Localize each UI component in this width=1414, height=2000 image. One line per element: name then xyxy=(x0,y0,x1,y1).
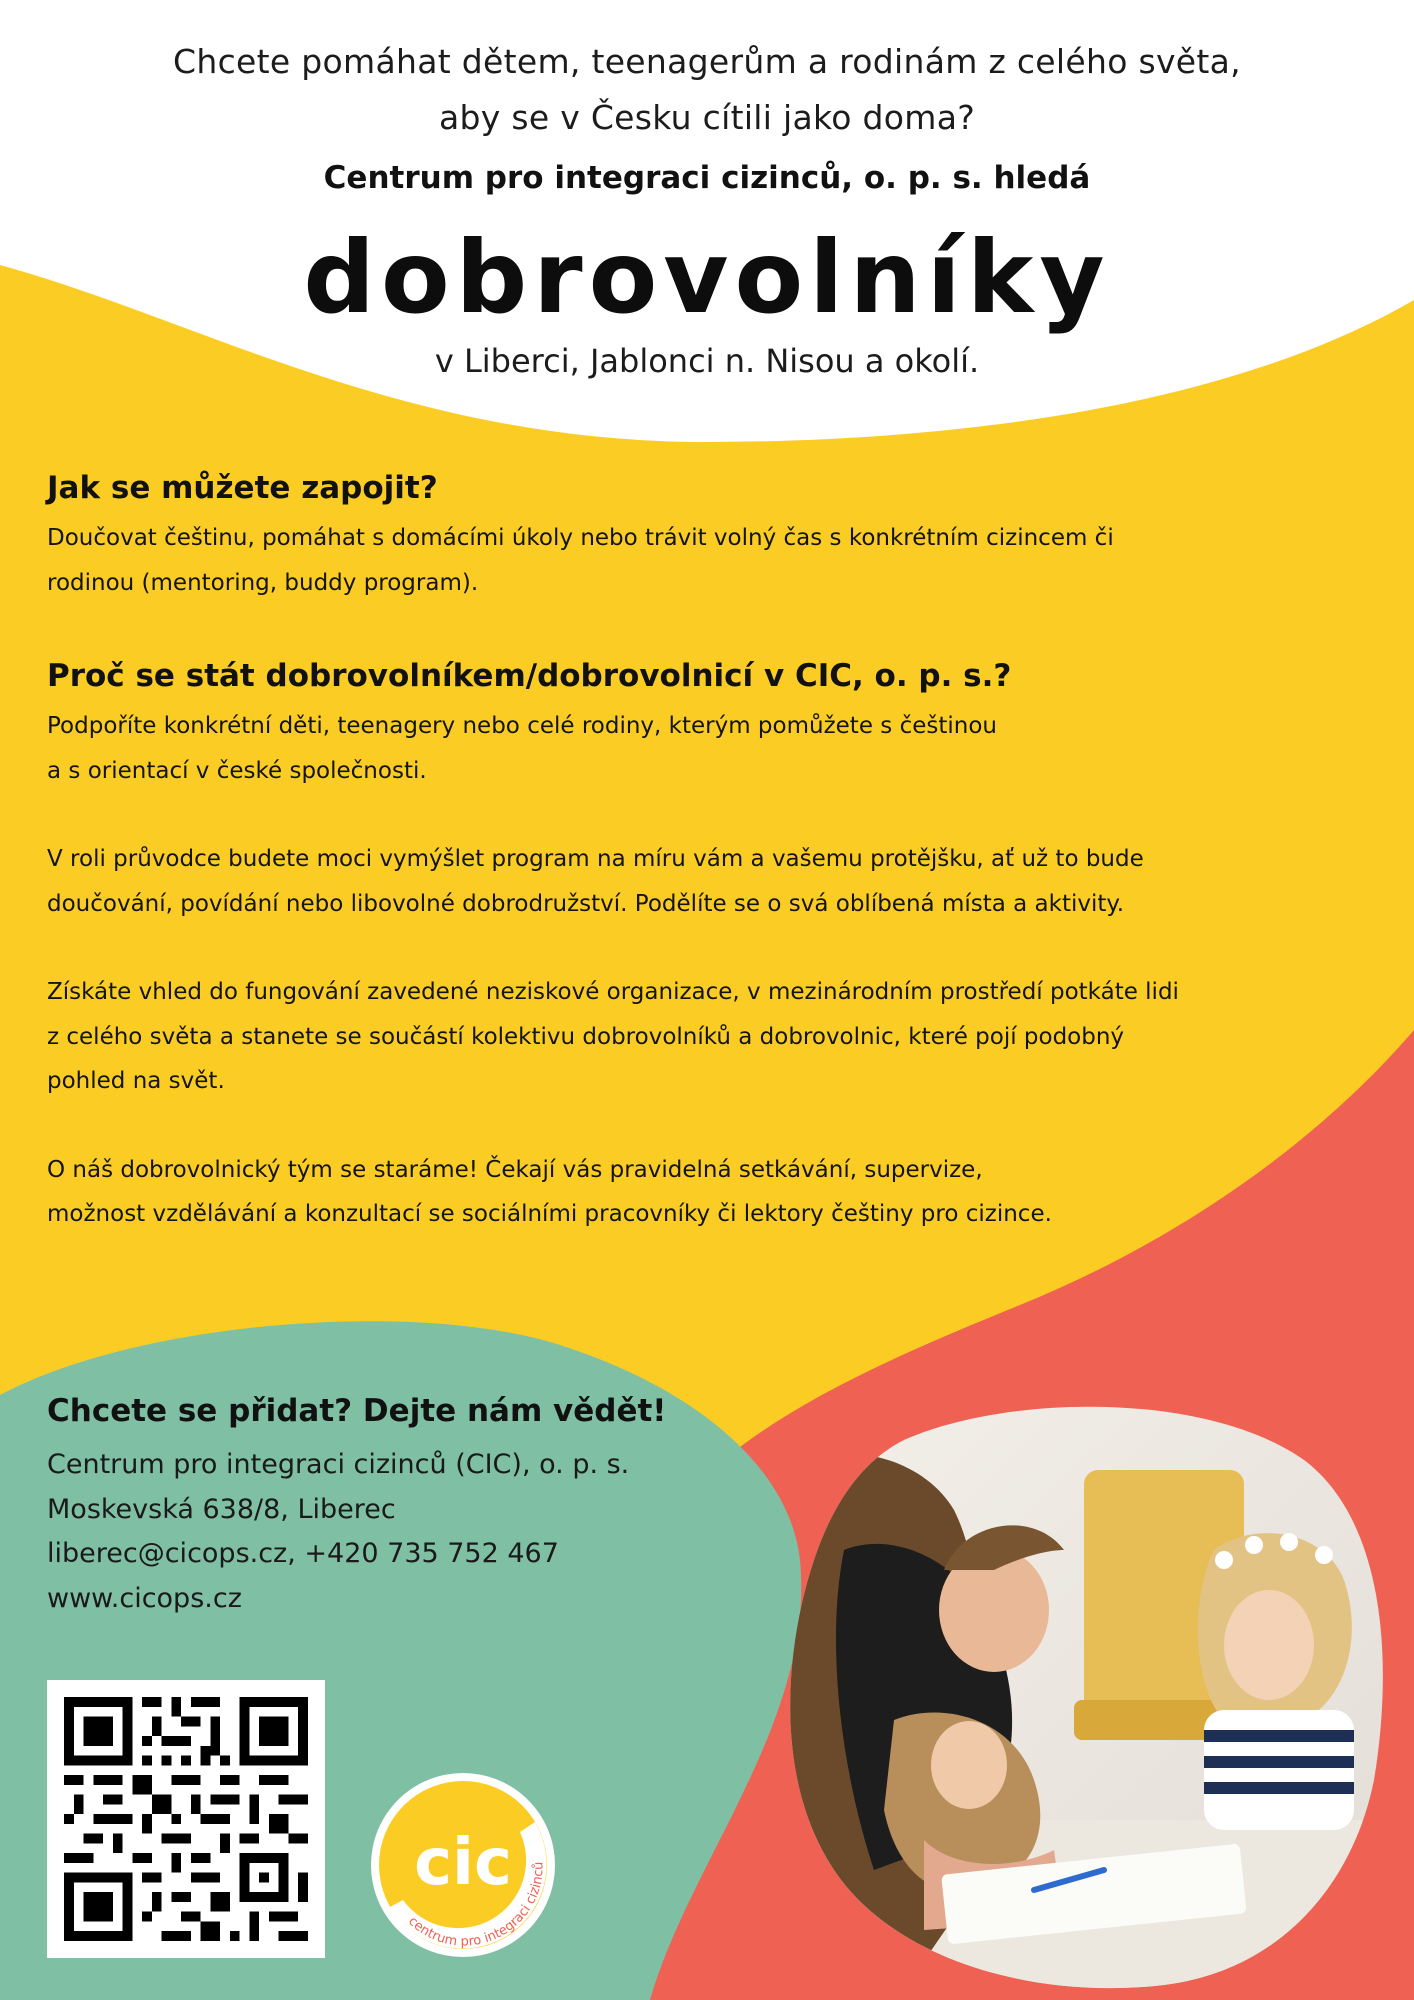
para-line: a s orientací v české společnosti. xyxy=(47,757,427,784)
org-name: Centrum pro integraci cizinců (CIC), o. p. s. xyxy=(47,1449,630,1480)
intro-text xyxy=(0,34,1414,146)
address: Moskevská 638/8, Liberec xyxy=(47,1493,396,1525)
volunteer-with-children-photo xyxy=(784,1400,1390,1990)
why-paragraph-2 xyxy=(47,837,1347,926)
qr-code-icon[interactable] xyxy=(47,1680,325,1958)
why-section xyxy=(47,654,1347,1237)
para-line: Podpoříte konkrétní děti, teenagery nebo celé rodiny, kterým pomůžete s češtinou xyxy=(47,713,997,739)
how-paragraph xyxy=(47,516,1347,605)
para-line: Získáte vhled do fungování zavedené neziskové organizace, v mezinárodním prostředí potkáte lidi xyxy=(47,979,1179,1005)
para-line: doučování, povídání nebo libovolné dobrodružství. Podělíte se o svá oblíbená místa a aktivity. xyxy=(47,890,1125,917)
logo-ring-text: centrum pro integraci cizinců xyxy=(405,1861,547,1950)
why-paragraph-4 xyxy=(47,1148,1347,1237)
cta-heading: Chcete se přidat? Dejte nám vědět! xyxy=(47,1393,667,1429)
org-headline: Centrum pro integraci cizinců, o. p. s. hledá xyxy=(323,160,1091,196)
intro-line: Chcete pomáhat dětem, teenagerům a rodinám z celého světa, xyxy=(173,42,1241,81)
how-section xyxy=(47,466,1347,605)
para-line: z celého světa a stanete se součástí kolektivu dobrovolníků a dobrovolnic, které pojí podobný xyxy=(47,1023,1125,1050)
para-line: pohled na svět. xyxy=(47,1068,225,1094)
how-heading: Jak se můžete zapojit? xyxy=(47,470,438,506)
location-text: v Liberci, Jablonci n. Nisou a okolí. xyxy=(434,342,980,380)
website-link[interactable]: www.cicops.cz xyxy=(47,1582,242,1614)
para-line: rodinou (mentoring, buddy program). xyxy=(47,569,479,596)
why-heading: Proč se stát dobrovolníkem/dobrovolnicí v CIC, o. p. s.? xyxy=(47,658,1012,694)
cic-logo xyxy=(370,1772,556,1958)
why-paragraph-3 xyxy=(47,970,1347,1104)
para-line: O náš dobrovolnický tým se staráme! Čekají vás pravidelná setkávání, supervize, xyxy=(47,1156,983,1183)
para-line: možnost vzdělávání a konzultací se sociálními pracovníky či lektory češtiny pro cizince. xyxy=(47,1201,1052,1227)
main-title: dobrovolníky xyxy=(303,219,1111,336)
email-phone-link[interactable]: liberec@cicops.cz, +420 735 752 467 xyxy=(47,1538,559,1569)
logo-mark: cic xyxy=(414,1826,512,1900)
contact-section xyxy=(47,1393,807,1621)
para-line: V roli průvodce budete moci vymýšlet program na míru vám a vašemu protějšku, ať už to bude xyxy=(47,846,1144,872)
why-paragraph-1 xyxy=(47,704,1347,793)
intro-line: aby se v Česku cítili jako doma? xyxy=(438,98,976,137)
para-line: Doučovat češtinu, pomáhat s domácími úkoly nebo trávit volný čas s konkrétním cizincem či xyxy=(47,525,1114,551)
